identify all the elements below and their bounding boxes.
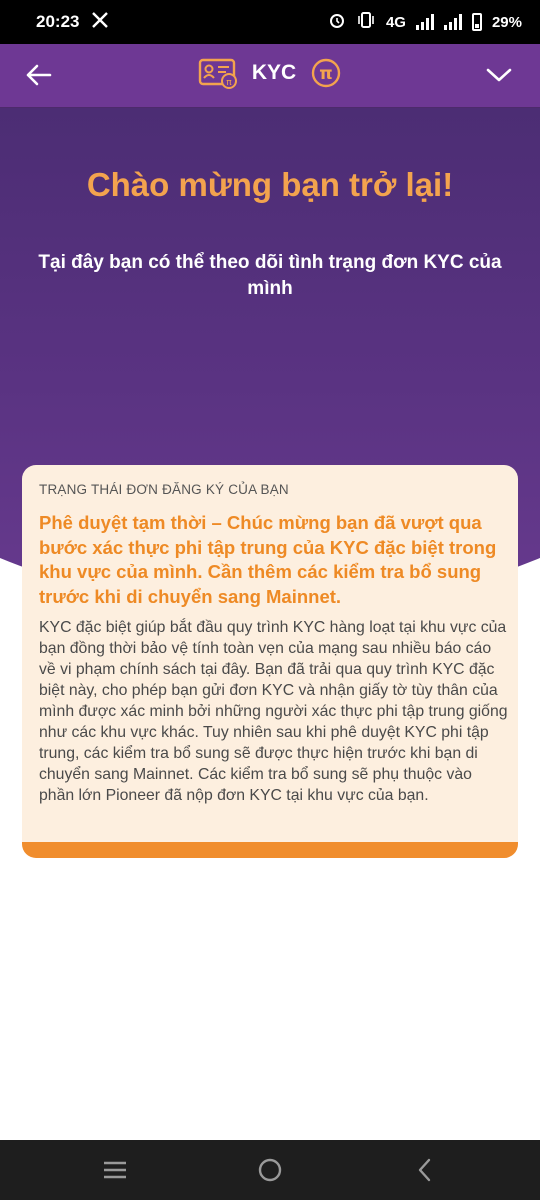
home-button[interactable] xyxy=(255,1155,285,1185)
svg-text:π: π xyxy=(319,64,333,84)
app-bar xyxy=(0,44,540,108)
card-accent-bar xyxy=(22,842,518,858)
id-card-icon xyxy=(198,56,238,90)
pi-coin-icon xyxy=(310,57,342,89)
vibrate-icon xyxy=(356,11,376,33)
signal-icon xyxy=(416,14,434,30)
home-icon xyxy=(255,1155,285,1185)
welcome-subtitle: Tại đây bạn có thể theo dõi tình trạng đơn KYC của mình xyxy=(38,252,502,299)
back-icon xyxy=(410,1155,440,1185)
kyc-status-card xyxy=(22,465,518,858)
status-label: TRẠNG THÁI ĐƠN ĐĂNG KÝ CỦA BẠN xyxy=(39,482,289,497)
status-time: 20:23 xyxy=(36,12,80,31)
network-type: 4G xyxy=(385,13,406,31)
recents-button[interactable] xyxy=(100,1155,130,1185)
welcome-title: Chào mừng bạn trở lại! xyxy=(86,166,454,203)
signal-icon xyxy=(444,14,462,30)
system-nav-bar xyxy=(0,1140,540,1200)
app-title-group xyxy=(0,56,540,90)
status-heading: Phê duyệt tạm thời – Chúc mừng bạn đã vượt qua bước xác thực phi tập trung của KYC đặc biệt trong khu vực của mình. Cần thêm các kiểm tra bổ sung trước khi di chuyển sang Mainnet. xyxy=(39,512,497,607)
alarm-icon xyxy=(328,11,346,33)
svg-text:π: π xyxy=(226,78,232,88)
expand-menu-button[interactable] xyxy=(484,60,514,90)
system-back-button[interactable] xyxy=(410,1155,440,1185)
status-description: KYC đặc biệt giúp bắt đầu quy trình KYC hàng loạt tại khu vực của bạn đồng thời bảo vệ tính toàn vẹn của mạng sau nhiều báo cáo về vi phạm chính sách tại đây. Bạn đã trải qua quy trình KYC đặc biệt này, cho phép bạn gửi đơn KYC và nhận giấy tờ tùy thân của mình được xác minh bởi những người xác thực phi tập trung giống như các khu vực khác. Tuy nhiên sau khi phê duyệt KYC phi tập trung, các kiểm tra bổ sung sẽ được thực hiện trước khi bạn di chuyển sang Mainnet. Các kiểm tra bổ sung sẽ phụ thuộc vào phần lớn Pioneer đã nộp đơn KYC tại khu vực của bạn. xyxy=(39,619,508,804)
status-bar xyxy=(0,0,540,44)
battery-icon xyxy=(472,13,482,31)
chevron-down-icon xyxy=(484,60,514,90)
page-title: KYC xyxy=(251,61,297,84)
battery-percent: 29% xyxy=(491,13,522,31)
x-app-icon xyxy=(91,11,109,34)
recents-icon xyxy=(100,1155,130,1185)
